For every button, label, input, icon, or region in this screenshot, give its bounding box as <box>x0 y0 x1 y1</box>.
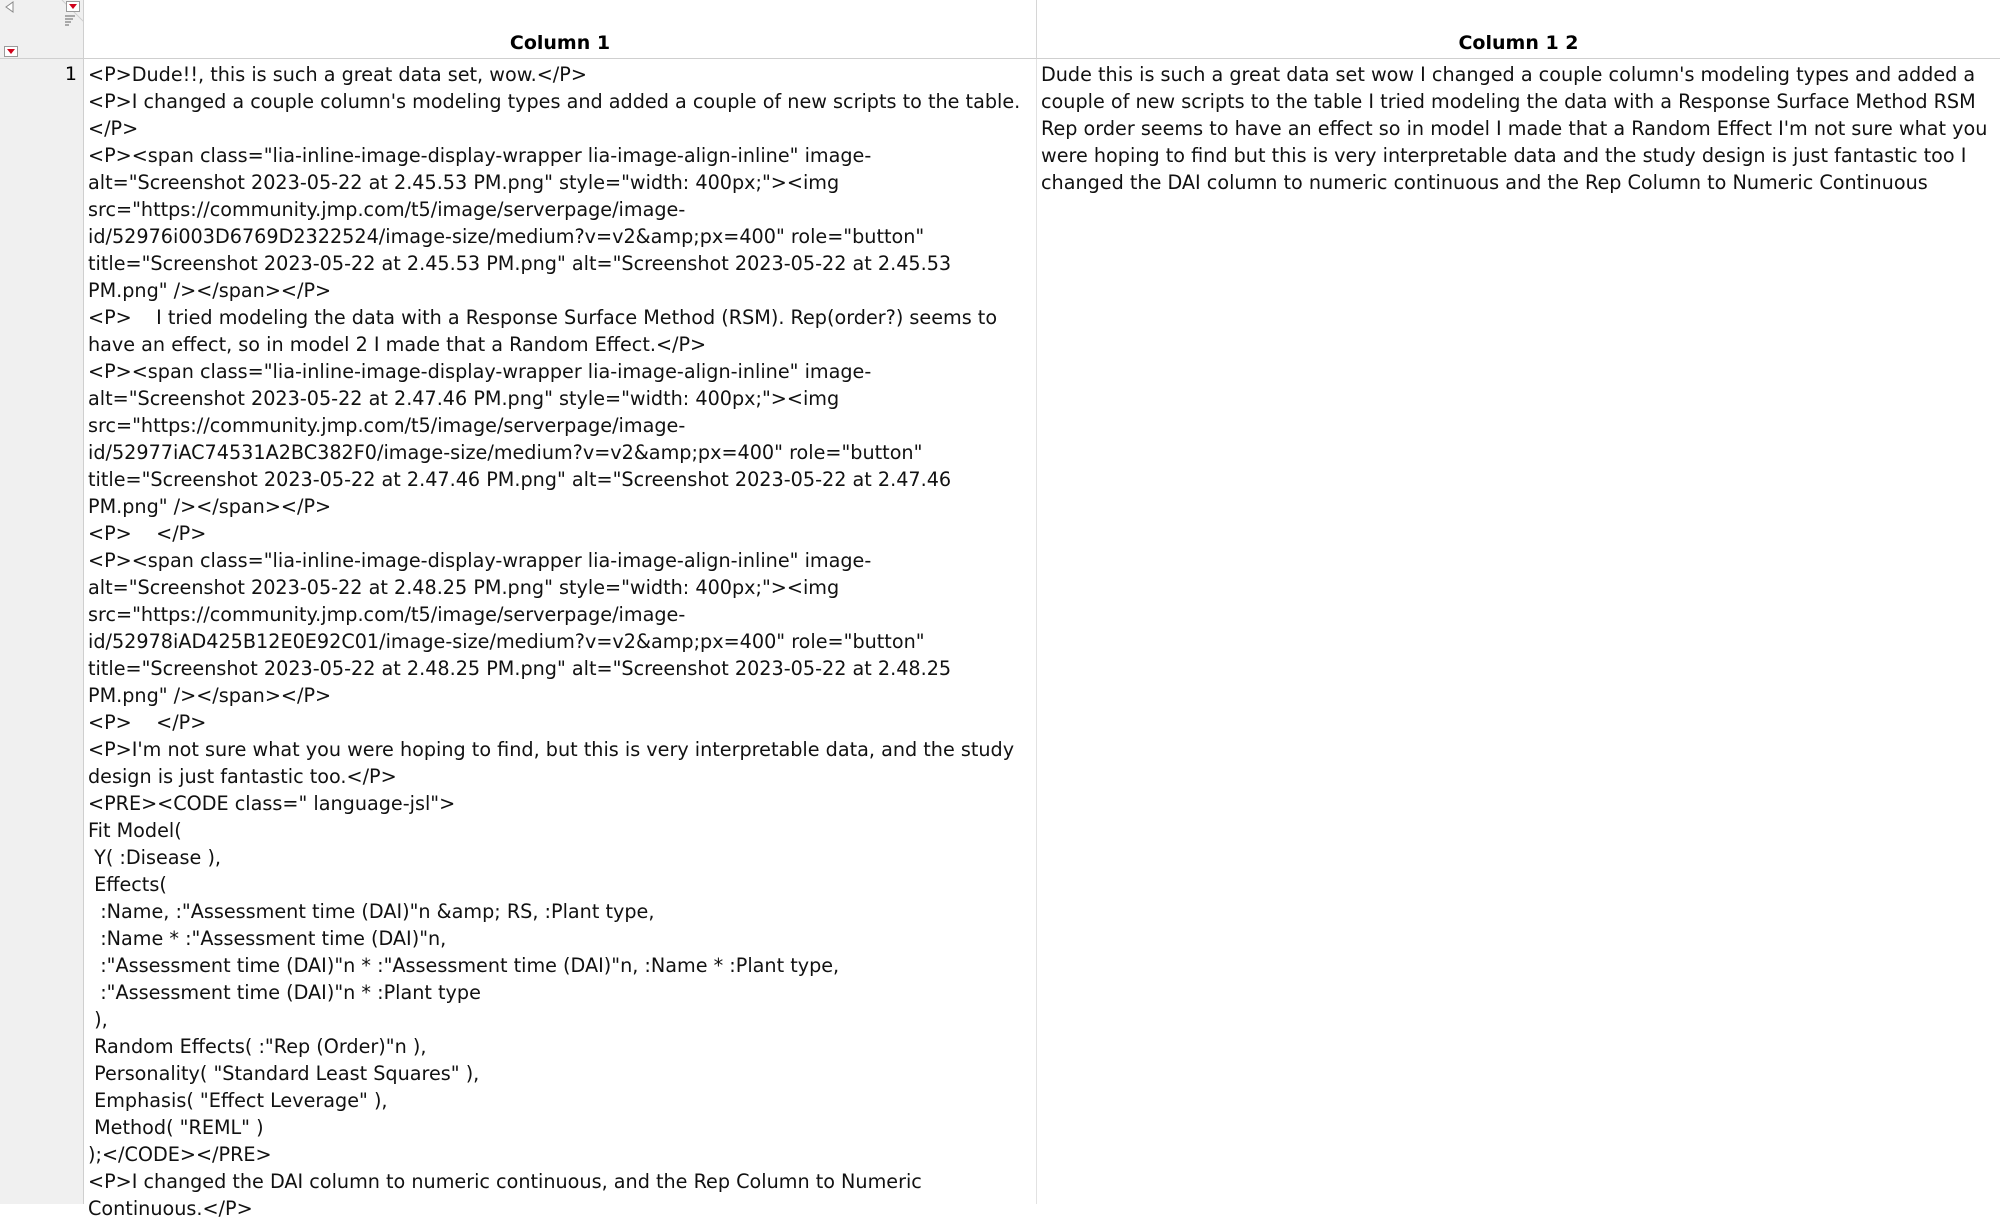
column-header-column-1-2[interactable] <box>1037 0 2000 59</box>
collapse-left-icon[interactable] <box>4 1 14 13</box>
table-cell-column-1[interactable]: <P>Dude!!, this is such a great data set, wow.</P> <P>I changed a couple column's modeling types and added a couple of new scripts to the table.</P> <P><span class="lia-inline-image-display-wrapper lia-image-align-inline" image-alt="Screenshot 2023-05-22 at 2.45.53 PM.png" style="width: 400px;"><img src="https://community.jmp.com/t5/image/serverpage/image-id/52976i003D6769D2322524/image-size/medium?v=v2&amp;px=400" role="button" title="Screenshot 2023-05-22 at 2.45.53 PM.png" alt="Screenshot 2023-05-22 at 2.45.53 PM.png" /></span></P> <P> I tried modeling the data with a Response Surface Method (RSM). Rep(order?) seems to have an effect, so in model 2 I made that a Random Effect.</P> <P><span class="lia-inline-image-display-wrapper lia-image-align-inline" image-alt="Screenshot 2023-05-22 at 2.47.46 PM.png" style="width: 400px;"><img src="https://community.jmp.com/t5/image/serverpage/image-id/52977iAC74531A2BC382F0/image-size/medium?v=v2&amp;px=400" role="button" title="Screenshot 2023-05-22 at 2.47.46 PM.png" alt="Screenshot 2023-05-22 at 2.47.46 PM.png" /></span></P> <P> </P> <P><span class="lia-inline-image-display-wrapper lia-image-align-inline" image-alt="Screenshot 2023-05-22 at 2.48.25 PM.png" style="width: 400px;"><img src="https://community.jmp.com/t5/image/serverpage/image-id/52978iAD425B12E0E92C01/image-size/medium?v=v2&amp;px=400" role="button" title="Screenshot 2023-05-22 at 2.48.25 PM.png" alt="Screenshot 2023-05-22 at 2.48.25 PM.png" /></span></P> <P> </P> <P>I'm not sure what you were hoping to find, but this is very interpretable data, and the study design is just fantastic too.</P> <PRE><CODE class=" language-jsl"> Fit Model( Y( :Disease ), Effects( :Name, :"Assessment time (DAI)"n &amp; RS, :Plant type, :Name * :"Assessment time (DAI)"n, :"Assessment time (DAI)"n * :"Assessment time (DAI)"n, :Name * :Plant type, :"Assessment time (DAI)"n * :Plant type ), Random Effects( :"Rep (Order)"n ), Personality( "Standard Least Squares" ), Emphasis( "Effect Leverage" ), Method( "REML" ) );</CODE></PRE> <P>I changed the DAI column to numeric continuous, and the Rep Column to Numeric Continuous.</P> <box>88 63 1021 1220</box>
red-triangle-menu-icon[interactable] <box>4 46 18 57</box>
table-corner <box>0 0 84 59</box>
row-filter-icon[interactable] <box>64 14 76 28</box>
table-cell-column-1-2[interactable]: Dude this is such a great data set wow I changed a couple column's modeling types and added a couple of new scripts to the table I tried modeling the data with a Response Surface Method RSM Rep order seems to have an effect so in model I made that a Random Effect I'm not sure what you were hoping to find but this is very interpretable data and the study design is just fantastic too I changed the DAI column to numeric continuous and the Rep Column to Numeric Continuous <box>1041 63 1994 194</box>
row-gutter <box>0 59 84 1204</box>
column-header-label: Column 1 2 <box>1458 32 1579 54</box>
column-header-column-1[interactable] <box>84 0 1037 59</box>
column-header-label: Column 1 <box>509 32 611 54</box>
row-number[interactable]: 1 <box>64 63 77 85</box>
column-divider <box>1036 59 1037 1204</box>
red-triangle-menu-icon[interactable] <box>66 1 80 12</box>
